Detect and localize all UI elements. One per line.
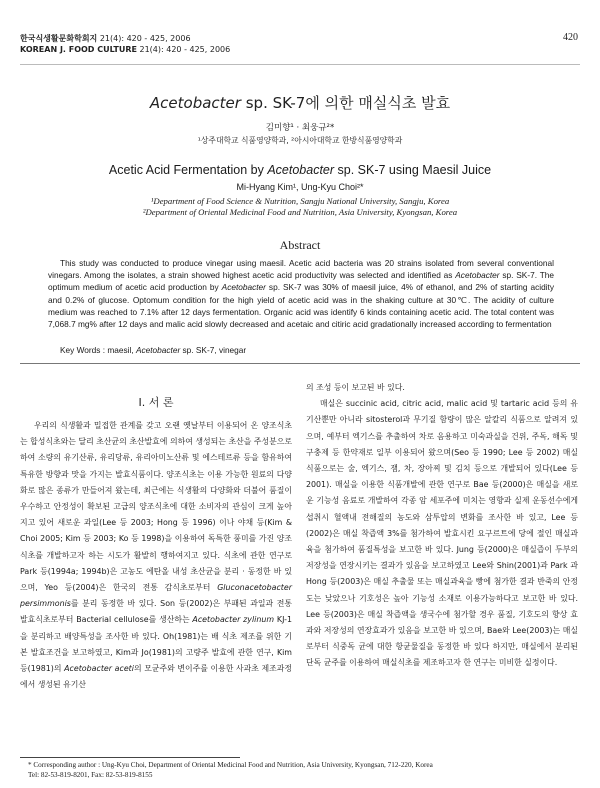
keywords-pre: maesil, bbox=[107, 345, 136, 355]
title-ko-rest: sp. SK-7에 의한 매실식초 발효 bbox=[240, 94, 451, 112]
abstract-text-1: This study was conducted to produce vinegar using maesil. Acetic acid bacteria was 20 strains isolated from several conventional vinegars. Among the isolates, a strain showed highest acetic acid productivity was selected and identified as bbox=[48, 258, 554, 281]
abstract-heading: Abstract bbox=[279, 238, 321, 252]
abstract-body bbox=[48, 257, 554, 330]
journal-name-en: KOREAN J. FOOD CULTURE bbox=[20, 45, 137, 54]
intro-species-3: Acetobacter aceti bbox=[64, 664, 134, 674]
abstract-text-3: sp. SK-7 was 30% of maesil juice, 4% of ethanol, and 2% of starting acidity and 0.2% of glucose. Optomum condition for the high yield of acetic acid was in the shaking culture at 30℃. The acidity of culture medium was reached to 7.1% after 12 days fermentation. Organic acid was identify 6 kinds containing acetic acid. The total content was 7,068.7 mg% after 12 days and malic acid slowly decreased and acetaic and citiric acid gradationally increased according to fermentation bbox=[48, 282, 554, 330]
footnote-line-1: * Corresponding author : Ung-Kyu Choi, Department of Oriental Medicinal Food and Nutrition, Asia University, Kyongsan, 712-220, Korea bbox=[28, 761, 433, 769]
keywords-label: Key Words : bbox=[60, 345, 108, 355]
abstract-text-2: sp. SK-7. The optimum medium of acetic acid production by bbox=[48, 270, 554, 293]
intro-paragraph-continued: 의 조성 등이 보고된 바 있다. bbox=[306, 383, 405, 392]
abstract-genus-1: Acetobacter bbox=[455, 270, 500, 281]
affiliation-english-1: ¹Department of Food Science & Nutrition, Sangju National University, Sangju, Korea bbox=[150, 196, 450, 206]
intro-paragraph-1 bbox=[20, 418, 292, 693]
page-number: 420 bbox=[563, 32, 578, 43]
abstract-paragraph bbox=[48, 257, 554, 330]
title-english bbox=[0, 163, 600, 177]
affiliation-english-2: ²Department of Oriental Medicinal Food and Nutrition, Asia University, Kyongsan, Korea bbox=[142, 207, 458, 217]
corresponding-author-footnote bbox=[28, 760, 568, 780]
body-column-right bbox=[306, 380, 578, 672]
keywords bbox=[60, 345, 560, 355]
section-heading-introduction: Ⅰ. 서 론 bbox=[138, 396, 174, 409]
title-en-post: sp. SK-7 using Maesil Juice bbox=[334, 163, 492, 177]
journal-name-ko: 한국식생활문화학회지 bbox=[20, 34, 98, 43]
keywords-divider bbox=[20, 363, 580, 364]
intro-text-c: KJ-1을 분리하고 배양특성을 조사한 바 있다. Oh(1981)는 배 식초 제조를 위한 기본 발효조건을 보고하였고, Kim과 Jo(1981)의 고량주 발효에 관한 연구, Kim 등(1981)의 bbox=[20, 615, 292, 674]
abstract-genus-2: Acetobacter bbox=[221, 282, 266, 293]
intro-text-d: 의 모균주와 변이주를 이용한 사과초 제조과정에서 생성된 유기산 bbox=[20, 664, 292, 690]
journal-line-ko bbox=[20, 33, 560, 44]
body-column-left bbox=[20, 380, 292, 693]
title-en-pre: Acetic Acid Fermentation by bbox=[108, 163, 268, 177]
journal-header bbox=[20, 33, 560, 55]
title-ko-genus: Acetobacter bbox=[149, 94, 241, 112]
intro-text-a: 우리의 식생활과 밀접한 관계를 갖고 오랜 옛날부터 이용되어 온 양조식초는 합성식초와는 달리 초산균의 초산발효에 의하여 생성되는 초산을 주성분으로 하여 소량의 유기산류, 유리당류, 유리아미노산류 및 에스테르류 등을 함유하여 특유한 방향과 맛을 가지는 발효식품이다. 양조식초는 이용 가능한 원료의 다양화로 많은 종류가 만들어져 왔는데, 최근에는 식생활의 다양화와 더불어 품질이 우수하고 안정성이 확보된 고급의 양조식초에 대한 소비자의 관심이 크게 높아지고 있어 새로운 과일(Lee 등 2003; Hong 등 1996) 이나 야채 등(Kim & Choi 2005; Kim 등 2003; Ko 등 1998)을 이용하여 독특한 풍미를 가진 양조식초를 개발하고자 하는 시도가 활발히 행하여지고 있다. 식초에 관한 연구로 Park 등(1994a; 1994b)은 고농도 에탄올 내성 초산균을 분리 · 동정한 바 있으며, Yeo 등(2004)은 한국의 전통 감식초로부터 bbox=[20, 421, 292, 593]
intro-species-1: Gluconacetobacter persimmonis bbox=[20, 583, 292, 609]
authors-korean: 김미향¹ · 최웅규²* bbox=[265, 123, 335, 133]
journal-citation-ko: 21(4): 420 - 425, 2006 bbox=[99, 34, 191, 43]
title-korean bbox=[0, 92, 600, 113]
journal-line-en bbox=[20, 44, 560, 55]
footnote-divider bbox=[20, 757, 240, 758]
title-en-genus: Acetobacter bbox=[267, 163, 335, 177]
header-divider bbox=[20, 64, 580, 65]
intro-species-2: Acetobacter zylinum bbox=[192, 615, 275, 625]
footnote-line-2: Tel: 82-53-819-8201, Fax: 82-53-819-8155 bbox=[28, 771, 153, 779]
authors-english: Mi-Hyang Kim¹, Ung-Kyu Choi²* bbox=[236, 182, 364, 192]
intro-text-b: 를 분리 동정한 바 있다. Son 등(2002)은 부패된 과일과 전통 발효식초로부터 Bacterial cellulose를 생산하는 bbox=[20, 599, 292, 625]
keywords-post: sp. SK-7, vinegar bbox=[180, 345, 247, 355]
intro-paragraph-2: 매실은 succinic acid, citric acid, malic acid 및 tartaric acid 등의 유기산뿐만 아니라 sitosterol과 무기질 함량이 많은 알칼리 식품으로 알려져 있으며, 예부터 엑기스를 추출하여 차로 음용하고 미숙과실을 건위, 주독, 해독 및 구충제 등 한약재로 일부 이용되어 왔으며(Seo 등 1990; Lee 등 2002) 매실식품으로는 술, 엑기스, 잼, 차, 장아찌 및 김치 등으로 개발되어 있다(Lee 등 2001). 매실을 이용한 식품개발에 관한 연구로 Bae 등(2000)은 매실을 새로운 기능성 음료로 개발하여 각종 암 세포주에 미치는 영향과 실제 운동선수에게 섭취시 혈액내 전해질의 농도와 삼투압의 변화를 조사한 바 있고, Lee 등(2002)은 매실 착즙액 3%를 첨가하여 발효시킨 요구르트에 당에 절인 매실과육을 첨가하여 품질특성을 보고한 바 있다. Jung 등(2000)은 매실즙이 두부의 저장성을 연장시키는 결과가 있음을 보고하였고 Lee와 Shin(2001)과 Park 과 Hong 등(2003)은 매실 추출물 또는 매실과육을 빵에 첨가한 결과 반죽의 안정도는 낮았으나 기호성은 높아 기능성 소재로 이용가능하다고 보고한 바 있다. Lee 등(2003)은 매실 착즙액을 생국수에 첨가할 경우 품질, 기호도의 향상 효과와 저장성의 연장효과가 있음을 보고한 바 있으며, Bae와 Lee(2003)는 매실로부터 식중독 균에 대한 항균물질을 동정한 바 있다 하지만, 매실에서 분리된 단독 균주를 이용하여 매실식초를 제조하고자 한 연구는 미비한 실정이다. bbox=[306, 399, 578, 668]
affiliation-korean: ¹상주대학교 식품영양학과, ²아시아대학교 한방식품영양학과 bbox=[197, 136, 403, 145]
journal-citation-en: 21(4): 420 - 425, 2006 bbox=[139, 45, 231, 54]
keywords-genus: Acetobacter bbox=[135, 345, 181, 355]
